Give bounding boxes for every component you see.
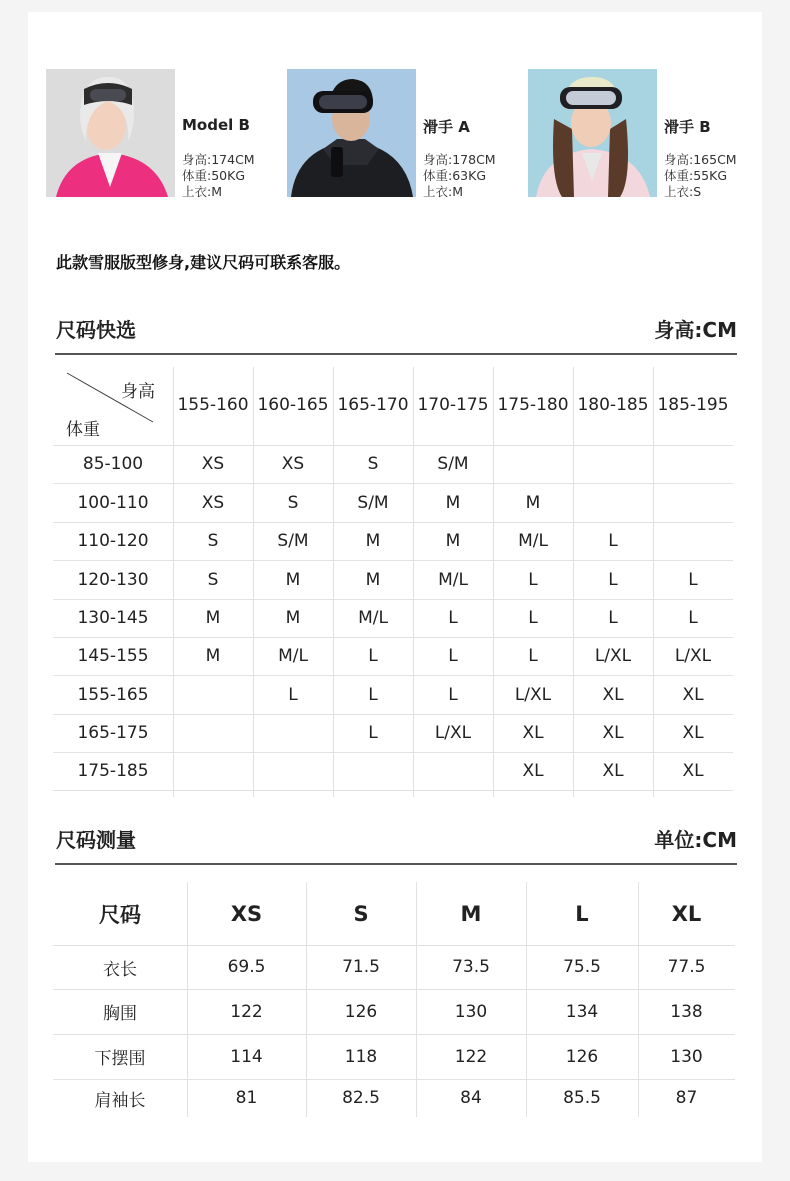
- grid-line: [416, 882, 417, 1117]
- size-cell: M: [285, 608, 301, 628]
- weight-range-label: 110-120: [77, 531, 149, 551]
- size-cell: L: [528, 646, 538, 666]
- height-range-header: 175-180: [497, 395, 569, 415]
- size-cell: L: [528, 569, 538, 590]
- measurement-value: 71.5: [342, 957, 380, 977]
- size-cell: L: [368, 723, 378, 743]
- size-cell: XL: [682, 723, 704, 743]
- size-cell: XL: [602, 761, 624, 781]
- corner-header-weight: 体重: [66, 420, 100, 440]
- weight-range-label: 145-155: [77, 646, 149, 666]
- size-cell: XL: [602, 723, 624, 743]
- measurement-label: 衣长: [103, 959, 137, 980]
- measurement-value: 81: [235, 1088, 258, 1108]
- measurement-label: 肩袖长: [94, 1090, 146, 1111]
- size-cell: S/M: [437, 454, 469, 474]
- height-range-header: 180-185: [577, 395, 649, 415]
- size-cell: M/L: [518, 531, 548, 551]
- size-cell: L: [368, 646, 378, 666]
- size-cell: M: [205, 608, 221, 628]
- grid-line: [526, 882, 527, 1117]
- section-divider: [55, 353, 737, 355]
- quick-select-table: [53, 367, 735, 797]
- measurement-value: 130: [454, 1001, 488, 1022]
- size-cell: M/L: [358, 608, 388, 628]
- grid-line: [53, 989, 735, 990]
- size-cell: M/L: [278, 646, 308, 666]
- size-cell: L: [448, 646, 458, 666]
- measurement-value: 75.5: [563, 957, 601, 977]
- height-range-header: 165-170: [337, 395, 409, 415]
- size-cell: L: [448, 608, 458, 628]
- size-cell: M: [285, 569, 301, 590]
- grid-line: [53, 445, 733, 446]
- weight-range-label: 130-145: [77, 608, 149, 628]
- measurement-value: 85.5: [563, 1088, 601, 1108]
- measurements-unit: 单位:CM: [654, 828, 737, 852]
- grid-line: [653, 367, 654, 797]
- grid-line: [493, 367, 494, 797]
- height-range-header: 185-195: [657, 395, 729, 415]
- grid-line: [53, 599, 733, 600]
- size-guide-card: [28, 12, 762, 1162]
- size-cell: S/M: [277, 531, 309, 551]
- size-cell: L: [688, 608, 698, 628]
- height-range-header: 155-160: [177, 395, 249, 415]
- weight-range-label: 165-175: [77, 723, 149, 743]
- size-cell: L: [608, 531, 618, 551]
- section-divider: [55, 863, 737, 865]
- size-cell: M/L: [438, 569, 468, 590]
- weight-range-label: 85-100: [82, 454, 144, 474]
- size-cell: XL: [602, 684, 624, 705]
- size-header: XL: [671, 901, 702, 926]
- size-cell: XS: [201, 454, 225, 474]
- size-cell: L: [608, 608, 618, 628]
- grid-line: [333, 367, 334, 797]
- measurement-value: 130: [670, 1046, 703, 1067]
- measurements-table: [53, 882, 735, 1117]
- size-cell: XS: [201, 492, 225, 513]
- grid-line: [638, 882, 639, 1117]
- grid-line: [53, 1079, 735, 1080]
- size-cell: M: [445, 492, 461, 513]
- size-cell: XS: [281, 454, 305, 474]
- size-cell: L/XL: [434, 723, 472, 743]
- quick-select-title: 尺码快选: [56, 318, 136, 342]
- measurement-value: 77.5: [667, 957, 706, 977]
- measurement-value: 69.5: [227, 957, 266, 977]
- size-cell: XL: [682, 761, 704, 781]
- size-header: M: [460, 901, 482, 926]
- measurement-value: 114: [230, 1046, 263, 1067]
- grid-line: [53, 675, 733, 676]
- model-name: 滑手 A: [423, 118, 470, 136]
- model-name: 滑手 B: [664, 118, 711, 136]
- weight-range-label: 175-185: [77, 761, 149, 781]
- model-stats: [664, 152, 737, 200]
- size-cell: M: [205, 646, 221, 666]
- model-weight: 体重:55KG: [664, 168, 728, 183]
- size-cell: L/XL: [674, 646, 712, 666]
- size-cell: S: [287, 492, 299, 513]
- size-cell: S: [207, 531, 219, 551]
- model-height: 身高:178CM: [423, 152, 496, 167]
- model-top-size: 上衣:M: [182, 184, 222, 199]
- grid-line: [173, 367, 174, 797]
- grid-line: [53, 560, 733, 561]
- grid-line: [53, 752, 733, 753]
- measurements-title: 尺码测量: [56, 828, 136, 852]
- size-cell: S/M: [357, 492, 389, 513]
- size-cell: L: [528, 608, 538, 628]
- grid-line: [53, 637, 733, 638]
- measurement-value: 122: [230, 1001, 263, 1022]
- size-cell: M: [365, 531, 381, 551]
- measurement-value: 82.5: [342, 1088, 380, 1108]
- size-header: XS: [230, 901, 263, 926]
- model-photo-3: [528, 69, 657, 197]
- size-cell: M: [525, 492, 541, 513]
- fit-note: 此款雪服版型修身,建议尺码可联系客服。: [56, 253, 351, 272]
- grid-line: [53, 945, 735, 946]
- size-header: L: [575, 901, 589, 926]
- height-range-header: 170-175: [417, 395, 489, 415]
- size-cell: M: [365, 569, 381, 590]
- measurement-value: 134: [565, 1001, 599, 1022]
- measurement-value: 126: [565, 1046, 599, 1067]
- size-cell: XL: [522, 761, 544, 781]
- model-photo-2: [287, 69, 416, 197]
- grid-line: [53, 522, 733, 523]
- size-header: 尺码: [99, 902, 141, 927]
- size-cell: L/XL: [594, 646, 632, 666]
- weight-range-label: 155-165: [77, 684, 149, 705]
- corner-header-height: 身高: [121, 382, 155, 402]
- grid-line: [306, 882, 307, 1117]
- size-cell: L: [608, 569, 618, 590]
- model-weight: 体重:63KG: [423, 168, 487, 183]
- grid-line: [253, 367, 254, 797]
- measurement-value: 122: [454, 1046, 488, 1067]
- size-cell: L: [688, 569, 698, 590]
- size-cell: L: [288, 684, 298, 705]
- measurement-value: 87: [675, 1088, 698, 1108]
- model-photo-1: [46, 69, 175, 197]
- model-height: 身高:165CM: [664, 152, 737, 167]
- model-top-size: 上衣:S: [664, 184, 702, 199]
- measurement-label: 下摆围: [94, 1049, 146, 1069]
- height-range-header: 160-165: [257, 395, 329, 415]
- grid-line: [53, 483, 733, 484]
- size-header: S: [353, 901, 369, 926]
- grid-line: [413, 367, 414, 797]
- model-name: Model B: [182, 116, 250, 134]
- model-stats: [423, 152, 496, 200]
- model-top-size: 上衣:M: [423, 184, 463, 199]
- size-cell: L: [448, 684, 458, 705]
- model-weight: 体重:50KG: [182, 168, 246, 183]
- grid-line: [573, 367, 574, 797]
- grid-line: [53, 790, 733, 791]
- size-cell: S: [367, 454, 379, 474]
- grid-line: [187, 882, 188, 1117]
- weight-range-label: 100-110: [77, 492, 149, 513]
- model-height: 身高:174CM: [182, 152, 255, 167]
- measurement-value: 118: [344, 1046, 378, 1067]
- size-cell: S: [207, 569, 219, 590]
- model-stats: [182, 152, 255, 200]
- size-cell: L: [368, 684, 378, 705]
- grid-line: [53, 714, 733, 715]
- measurement-value: 84: [460, 1088, 482, 1108]
- measurement-value: 138: [670, 1001, 703, 1022]
- measurement-value: 73.5: [452, 957, 490, 977]
- grid-line: [53, 1034, 735, 1035]
- size-cell: XL: [682, 684, 704, 705]
- weight-range-label: 120-130: [77, 569, 149, 590]
- measurement-value: 126: [344, 1001, 378, 1022]
- quick-select-unit: 身高:CM: [654, 318, 737, 342]
- measurement-label: 胸围: [103, 1004, 137, 1024]
- size-cell: L/XL: [514, 684, 552, 705]
- size-cell: XL: [522, 723, 544, 743]
- size-cell: M: [445, 531, 461, 551]
